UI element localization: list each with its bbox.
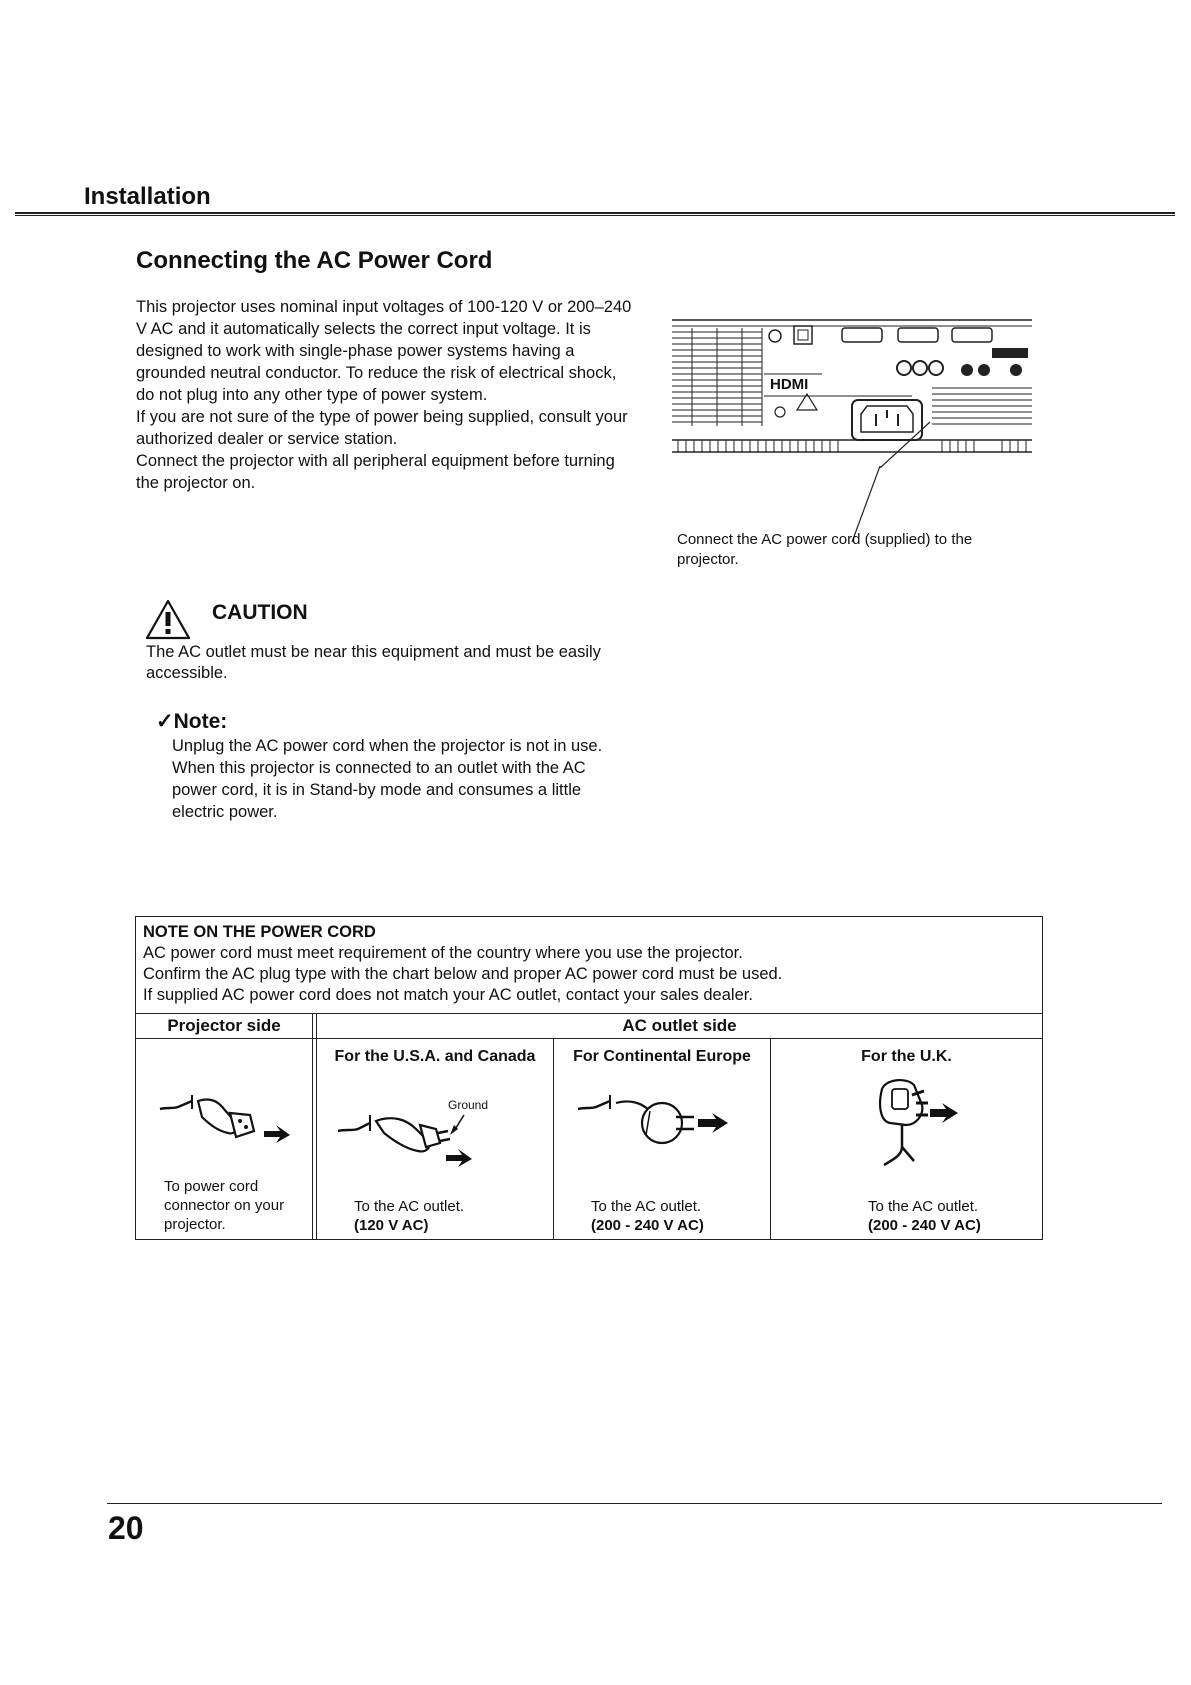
usa-plug-icon (336, 1095, 536, 1185)
power-cord-intro (143, 922, 782, 1006)
power-cord-line: AC power cord must meet requirement of the country where you use the projector. (143, 944, 743, 962)
table-divider (553, 1038, 554, 1240)
footer-rule (107, 1503, 1162, 1504)
hdmi-label: HDMI (770, 376, 809, 393)
intro-paragraph: This projector uses nominal input voltages of 100-120 V or 200–240 V AC and it automatically selects the correct input voltage. It is designed to work with single-phase power systems having a grounded neutral conductor. To reduce the risk of electrical shock, do not plug into any other type of power system. (136, 298, 632, 404)
iec-connector-icon (158, 1087, 298, 1157)
usa-caption (354, 1197, 464, 1235)
projector-side-header: Projector side (167, 1016, 281, 1035)
caution-triangle-icon (145, 598, 191, 640)
table-divider (312, 1013, 313, 1240)
outlet-side-header: AC outlet side (622, 1016, 737, 1035)
projector-rear-panel-diagram (672, 318, 1032, 468)
projector-side-caption: To power cord connector on your projector. (164, 1178, 285, 1233)
power-cord-note-box (135, 916, 1043, 1240)
usa-voltage: (120 V AC) (354, 1217, 429, 1234)
usa-caption-text: To the AC outlet. (354, 1198, 465, 1215)
intro-paragraph: If you are not sure of the type of power being supplied, consult your authorized dealer or service station. (136, 408, 628, 448)
ground-label: Ground (448, 1098, 489, 1112)
region-usa-canada: For the U.S.A. and Canada (334, 1048, 536, 1065)
europe-voltage: (200 - 240 V AC) (591, 1217, 704, 1234)
table-top-rule (136, 1013, 1042, 1014)
region-uk: For the U.K. (861, 1048, 952, 1065)
uk-plug-icon (868, 1075, 988, 1185)
note-text: Unplug the AC power cord when the projector is not in use. When this projector is connected to an outlet with the AC power cord, it is in Stand-by mode and consumes a little electric power. (172, 737, 603, 821)
caution-title: CAUTION (212, 601, 308, 624)
page-number: 20 (108, 1510, 144, 1546)
europe-caption-text: To the AC outlet. (591, 1198, 702, 1215)
uk-caption-text: To the AC outlet. (868, 1198, 979, 1215)
uk-voltage: (200 - 240 V AC) (868, 1217, 981, 1234)
europe-caption (591, 1197, 704, 1235)
europe-plug-icon (576, 1087, 756, 1167)
diagram-caption: Connect the AC power cord (supplied) to the projector. (677, 531, 973, 568)
page-title: Connecting the AC Power Cord (136, 247, 493, 274)
header-rule (15, 212, 1175, 216)
power-cord-line: If supplied AC power cord does not match your AC outlet, contact your sales dealer. (143, 986, 753, 1004)
table-divider (770, 1038, 771, 1240)
intro-paragraph: Connect the projector with all peripheral equipment before turning the projector on. (136, 452, 615, 492)
power-cord-heading: NOTE ON THE POWER CORD (143, 923, 376, 941)
section-header: Installation (84, 183, 211, 210)
uk-caption (868, 1197, 981, 1235)
table-header-rule (136, 1038, 1042, 1039)
power-cord-line: Confirm the AC plug type with the chart below and proper AC power cord must be used. (143, 965, 783, 983)
caution-text: The AC outlet must be near this equipment and must be easily accessible. (146, 643, 601, 682)
note-title: ✓Note: (156, 710, 228, 733)
intro-text (136, 296, 636, 494)
region-continental-europe: For Continental Europe (573, 1048, 751, 1065)
